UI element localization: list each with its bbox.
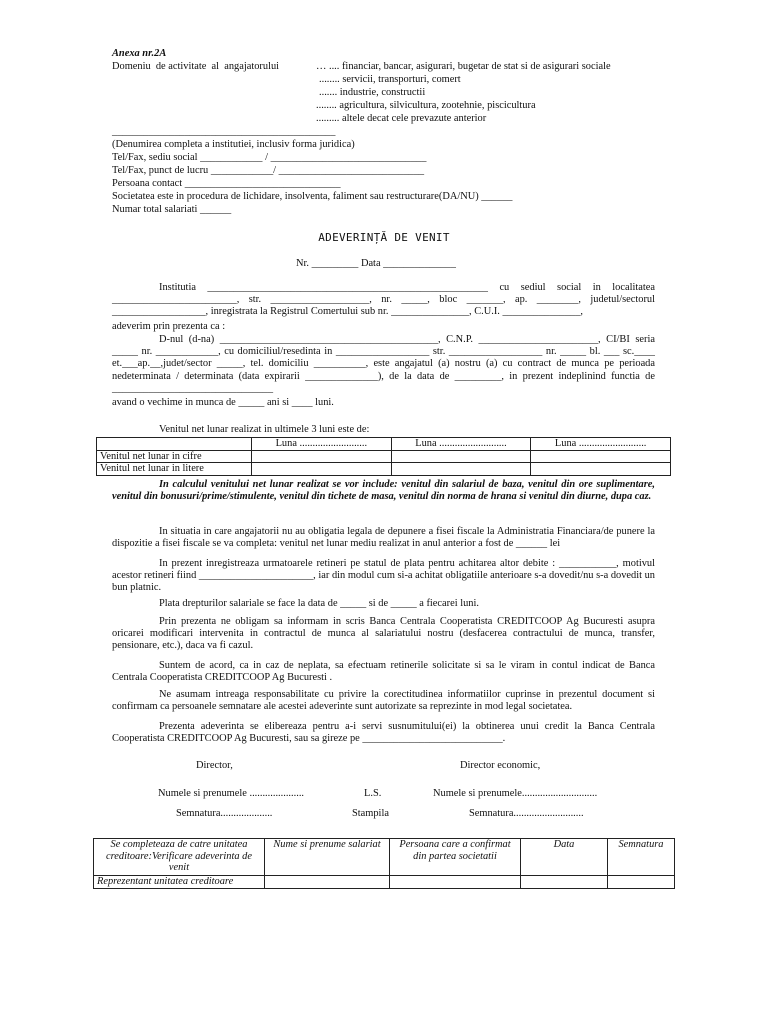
payment-line: Plata drepturilor salariale se face la data de _____ si de _____ a fiecarei luni. bbox=[159, 598, 479, 609]
creditor-verification-table bbox=[93, 838, 675, 889]
stamp-label: Stampila bbox=[352, 808, 389, 819]
income-words-label: Venitul net lunar in litere bbox=[97, 463, 252, 476]
liquidation-status-field: Societatea este in procedura de lichidare, insolventa, faliment sau restructurare(DA/NU) ______ bbox=[112, 191, 513, 202]
table-row bbox=[97, 450, 671, 463]
col-employee-name: Nume si prenume salariat bbox=[265, 839, 390, 876]
income-table bbox=[96, 437, 671, 476]
employee-paragraph: D-nul (d-na) __________________________________________, C.N.P. _______________________, CI/BI seria _____ nr. ____________, cu domiciliul/resedinta in __________________ str. __________________ nr. _____ bl. ___ sc.____ et.___ap.__,judet/sector _____, tel. domiciliu __________, este angajatul (a) nostru (a) cu contract de munca pe perioada nedeterminata / determinata (data expirarii ______________), de la data de _________, in prezent indeplinind functia de _______________________________ bbox=[112, 334, 655, 394]
fiscal-paragraph: In situatia in care angajatorii nu au obligatia legala de depunere a fisei fiscale la Administratia Financiara/de punere la dispozitie a fisei fiscale se va completa: venitul net lunar mediu realizat in anul anterior a fost de ______ lei bbox=[112, 526, 655, 550]
econ-director-signature-field: Semnatura........................... bbox=[469, 808, 584, 819]
total-employees-field: Numar total salariati ______ bbox=[112, 204, 232, 215]
domain-option-4: ........ agricultura, silvicultura, zootehnie, piscicultura bbox=[316, 100, 536, 111]
domain-label: Domeniu de activitate al angajatorului bbox=[112, 61, 280, 72]
creditor-table-head: Se completeaza de catre unitatea creditoare:Verificare adeverinta de venit bbox=[94, 839, 265, 876]
document-title: ADEVERINȚĂ DE VENIT bbox=[318, 231, 450, 244]
income-figures-cell[interactable] bbox=[252, 450, 392, 463]
income-figures-cell[interactable] bbox=[391, 450, 531, 463]
contact-person-field: Persoana contact ______________________________ bbox=[112, 178, 341, 189]
domain-option-1: … .... financiar, bancar, asigurari, bugetar de stat si de asigurari sociale bbox=[316, 61, 611, 72]
income-words-cell[interactable] bbox=[391, 463, 531, 476]
econ-director-name-field: Numele si prenumele............................. bbox=[433, 788, 598, 799]
income-figures-label: Venitul net lunar in cifre bbox=[97, 450, 252, 463]
creditor-representative-label: Reprezentant unitatea creditoare bbox=[94, 876, 265, 889]
hq-phone-field: Tel/Fax, sediu social ____________ / ______________________________ bbox=[112, 152, 427, 163]
table-row bbox=[94, 876, 675, 889]
director-name-field: Numele si prenumele ..................... bbox=[158, 788, 305, 799]
responsibility-paragraph: Ne asumam intreaga responsabilitate cu privire la corectitudinea informatiilor cuprinse in prezentul document si confirmam ca persoanele semnatare ale acestei adeverinte sunt autorizate sa reprezinte in mod legal societatea. bbox=[112, 689, 655, 713]
table-row bbox=[97, 463, 671, 476]
director-signature-field: Semnatura.................... bbox=[176, 808, 273, 819]
annex-number: Anexa nr.2A bbox=[112, 48, 167, 59]
institution-paragraph: Institutia ______________________________________________________ cu sediul social in localitatea ________________________, str. ___________________, nr. _____, bloc _______, ap. ________, judetul/sectorul __________________, inregistrata la Registrul Comertului sub nr. _______________, C.U.I. _______________, bbox=[112, 282, 655, 318]
income-note: In calculul venitului net lunar realizat se vor include: venitul din salariul de baza, venitul din ore suplimentare, venitul din bonusuri/prime/stimulente, venitul din tichete de masa, venitul din norma de hrana si venitul din diurne, dupa caz. bbox=[112, 479, 655, 503]
director-label: Director, bbox=[196, 760, 233, 771]
signature-cell[interactable] bbox=[608, 876, 675, 889]
col-confirming-person: Persoana care a confirmat din partea societatii bbox=[390, 839, 521, 876]
ls-mark: L.S. bbox=[364, 788, 382, 799]
confirming-person-cell[interactable] bbox=[390, 876, 521, 889]
col-signature: Semnatura bbox=[608, 839, 675, 876]
econ-director-label: Director economic, bbox=[460, 760, 541, 771]
month-header-3: Luna .......................... bbox=[531, 438, 671, 451]
income-words-cell[interactable] bbox=[531, 463, 671, 476]
certify-line: adeverim prin prezenta ca : bbox=[112, 321, 226, 332]
domain-option-3: ....... industrie, constructii bbox=[319, 87, 426, 98]
employer-name-hint: (Denumirea completa a institutiei, inclusiv forma juridica) bbox=[112, 139, 355, 150]
employee-name-cell[interactable] bbox=[265, 876, 390, 889]
deductions-paragraph: In prezent inregistreaza urmatoarele retineri pe statul de plata pentru achitarea altor debite : ___________, motivul acestor retineri fiind ______________________, iar din modul cum si-a achitat obligatiile anterioare s-a dovedit/nu s-a dovedit un bun platnic. bbox=[112, 558, 655, 594]
work-point-phone-field: Tel/Fax, punct de lucru ____________/ ____________________________ bbox=[112, 165, 425, 176]
employer-name-blank: ___________________________________________ bbox=[112, 126, 336, 137]
agreement-paragraph: Suntem de acord, ca in caz de neplata, sa efectuam retinerile solicitate si sa le viram in contul indicat de Banca Centrala Cooperatista CREDITCOOP Ag Bucuresti . bbox=[112, 660, 655, 684]
domain-option-2: ........ servicii, transporturi, comert bbox=[319, 74, 461, 85]
table-row bbox=[97, 438, 671, 451]
month-header-1: Luna .......................... bbox=[252, 438, 392, 451]
purpose-paragraph: Prezenta adeverinta se elibereaza pentru a-i servi susnumitului(ei) la obtinerea unui credit la Banca Centrala Cooperatista CREDITCOOP Ag Bucuresti, sau sa gireze pe ___________________________. bbox=[112, 721, 655, 745]
income-figures-cell[interactable] bbox=[531, 450, 671, 463]
number-date-line: Nr. _________ Data ______________ bbox=[296, 258, 456, 269]
obligation-paragraph: Prin prezenta ne obligam sa informam in scris Banca Centrala Cooperatista CREDITCOOP Ag Bucuresti asupra oricarei modificari intervenita in contractul de munca al salariatului nostru (desfacerea contractului de munca, transfer, pensionare, etc.), daca va fi cazul. bbox=[112, 616, 655, 652]
income-words-cell[interactable] bbox=[252, 463, 392, 476]
col-date: Data bbox=[521, 839, 608, 876]
date-cell[interactable] bbox=[521, 876, 608, 889]
income-intro: Venitul net lunar realizat in ultimele 3 luni este de: bbox=[159, 424, 370, 435]
domain-option-5: ......... altele decat cele prevazute anterior bbox=[316, 113, 487, 124]
seniority-line: avand o vechime in munca de _____ ani si ____ luni. bbox=[112, 397, 334, 408]
month-header-2: Luna .......................... bbox=[391, 438, 531, 451]
table-row bbox=[94, 839, 675, 876]
